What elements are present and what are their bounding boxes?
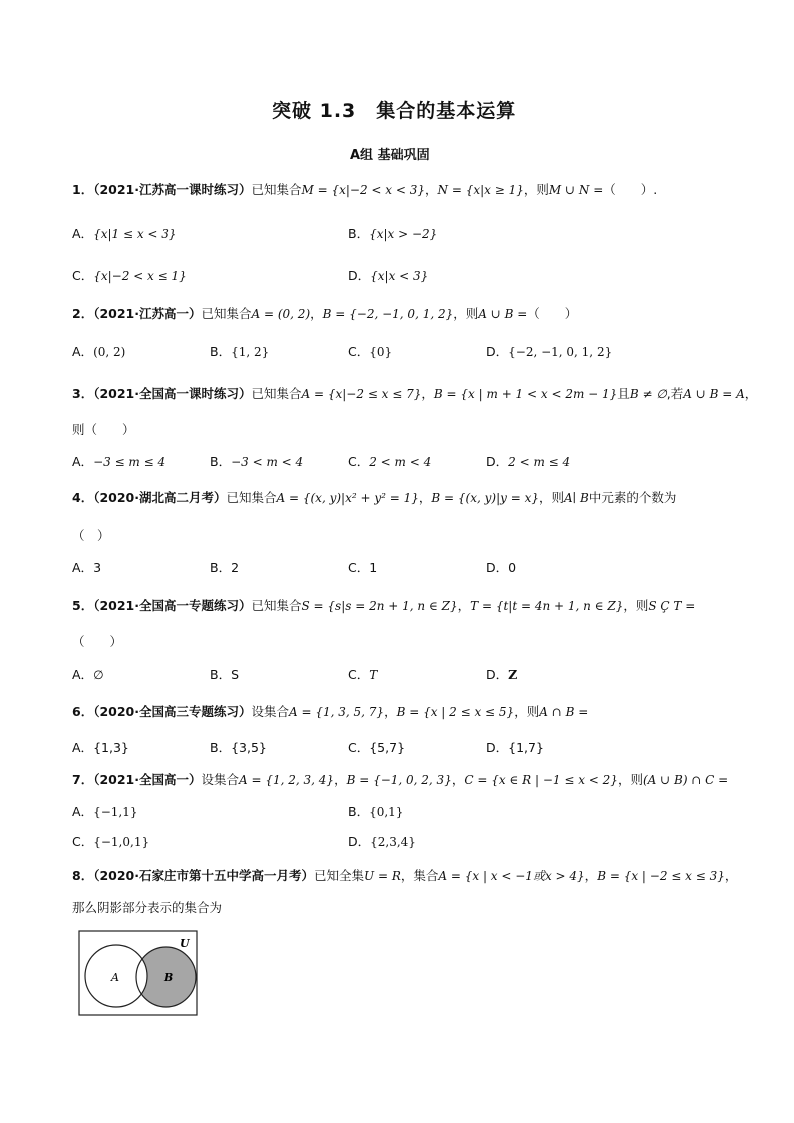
option-b xyxy=(210,738,267,756)
option-value: Z xyxy=(508,667,518,682)
math-expr: A = (0, 2) xyxy=(251,307,311,321)
question-stem: 已知集合 xyxy=(226,490,277,505)
option-letter: D． xyxy=(348,268,371,283)
math-expr: B = {x | −2 ≤ x ≤ 3} xyxy=(597,869,725,883)
option-letter: B． xyxy=(210,667,232,682)
math-expr: C = {x ∈ R | −1 ≤ x < 2} xyxy=(464,773,618,787)
option-value: 2 < m ≤ 4 xyxy=(508,455,571,469)
option-value: {x|x > −2} xyxy=(369,227,438,241)
option-value: {0} xyxy=(369,345,393,359)
question-stem: 设集合 xyxy=(251,704,290,719)
option-letter: C． xyxy=(348,740,370,755)
label-a: A xyxy=(111,971,119,984)
question-number: 1． xyxy=(72,182,94,197)
option-value: {−1,0,1} xyxy=(93,835,150,849)
option-a xyxy=(72,342,125,360)
question-5-line2: （ ） xyxy=(72,634,123,649)
option-value: {2,3,4} xyxy=(370,835,416,849)
math-expr: A = {x|−2 ≤ x ≤ 7} xyxy=(301,387,422,401)
separator: ，集合 xyxy=(400,868,439,883)
question-number: 6． xyxy=(72,704,94,719)
separator: ， xyxy=(451,772,465,787)
option-b xyxy=(348,224,437,242)
question-source: （2020·湖北高二月考） xyxy=(93,490,227,505)
option-value: 2 xyxy=(231,560,240,575)
option-letter: B． xyxy=(348,226,370,241)
stem-mid: ,若 xyxy=(666,386,684,401)
stem-tail: ，则 xyxy=(539,490,565,505)
option-letter: D． xyxy=(486,344,509,359)
option-d xyxy=(348,266,428,284)
option-value: (0, 2) xyxy=(93,345,126,359)
question-source: （2020·全国高三专题练习） xyxy=(93,704,252,719)
option-value: 2 < m < 4 xyxy=(369,455,432,469)
option-letter: A． xyxy=(72,560,94,575)
option-value: ∅ xyxy=(93,668,104,682)
option-c xyxy=(348,558,377,576)
math-expr: A = {(x, y)|x² + y² = 1} xyxy=(276,491,419,505)
option-d xyxy=(486,452,570,470)
option-value: {1, 2} xyxy=(231,345,270,359)
option-b xyxy=(210,558,239,576)
page-title: 突破 1.3 集合的基本运算 xyxy=(272,100,517,122)
question-number: 7． xyxy=(72,772,94,787)
stem-tail: ，则 xyxy=(523,182,549,197)
option-letter: D． xyxy=(486,667,509,682)
option-letter: A． xyxy=(72,740,94,755)
option-b xyxy=(210,665,239,683)
question-stem: 已知集合 xyxy=(251,386,302,401)
option-letter: B． xyxy=(348,804,370,819)
option-value: −3 ≤ m ≤ 4 xyxy=(93,455,166,469)
question-number: 2． xyxy=(72,306,94,321)
option-letter: B． xyxy=(210,740,232,755)
math-expr: U = R xyxy=(364,869,401,883)
option-letter: C． xyxy=(72,834,94,849)
question-number: 5． xyxy=(72,598,94,613)
math-expr: A = {x | x < −1或x > 4} xyxy=(438,869,585,883)
math-expr: A = {1, 2, 3, 4} xyxy=(239,773,335,787)
option-value: {0,1} xyxy=(369,805,404,819)
option-c xyxy=(348,452,431,470)
question-source: （2021·全国高一） xyxy=(93,772,202,787)
option-value: T xyxy=(369,668,378,682)
question-source: （2020·石家庄市第十五中学高一月考） xyxy=(93,868,314,883)
separator: ， xyxy=(334,772,347,787)
option-c xyxy=(72,832,149,850)
math-expr: A = {1, 3, 5, 7} xyxy=(289,705,385,719)
option-letter: B． xyxy=(210,560,232,575)
separator: ， xyxy=(418,490,432,505)
option-a xyxy=(72,452,165,470)
stem-end: 中元素的个数为 xyxy=(588,490,677,505)
option-value: {1,3} xyxy=(93,740,129,755)
question-stem: 已知集合 xyxy=(251,182,302,197)
option-letter: A． xyxy=(72,344,94,359)
option-letter: C． xyxy=(348,454,370,469)
option-b xyxy=(348,802,403,820)
option-value: {x|x < 3} xyxy=(370,269,429,283)
option-letter: C． xyxy=(348,667,370,682)
option-value: {−1,1} xyxy=(93,805,138,819)
stem-tail: ，则 xyxy=(623,598,649,613)
stem-tail: ，则 xyxy=(514,704,540,719)
stem-tail: ，则 xyxy=(617,772,643,787)
option-letter: B． xyxy=(210,454,232,469)
question-6 xyxy=(72,702,588,720)
question-number: 4． xyxy=(72,490,94,505)
option-value: S xyxy=(231,667,240,682)
math-expr: A ∪ B = A xyxy=(683,387,745,401)
math-expr: (A ∪ B) ∩ C = xyxy=(642,773,729,787)
math-expr: M = {x|−2 < x < 3} xyxy=(301,183,426,197)
option-a xyxy=(72,738,129,756)
option-d xyxy=(486,738,544,756)
option-letter: A． xyxy=(72,804,94,819)
separator: ， xyxy=(421,386,434,401)
stem-tail: 且 xyxy=(617,386,630,401)
option-letter: A． xyxy=(72,226,94,241)
option-letter: B． xyxy=(210,344,232,359)
label-b: B xyxy=(164,971,174,984)
math-expr: B ≠ ∅ xyxy=(629,387,667,401)
question-3 xyxy=(72,384,757,402)
question-stem: 已知集合 xyxy=(201,306,252,321)
question-1 xyxy=(72,180,657,198)
math-expr: B = {x | m + 1 < x < 2m − 1} xyxy=(433,387,618,401)
option-letter: A． xyxy=(72,667,94,682)
option-a xyxy=(72,558,101,576)
question-5 xyxy=(72,596,695,614)
option-b xyxy=(210,342,269,360)
separator: ， xyxy=(457,598,471,613)
option-d xyxy=(486,558,516,576)
math-expr: B = {(x, y)|y = x} xyxy=(431,491,539,505)
question-number: 8． xyxy=(72,868,94,883)
question-source: （2021·江苏高一课时练习） xyxy=(93,182,252,197)
math-expr: B = {x | 2 ≤ x ≤ 5} xyxy=(396,705,515,719)
stem-end: （ ）. xyxy=(603,182,658,197)
math-expr: A ∪ B = xyxy=(478,307,528,321)
group-heading: A组 基础巩固 xyxy=(350,148,430,163)
stem-end: ， xyxy=(744,386,758,401)
option-letter: D． xyxy=(486,560,509,575)
option-d xyxy=(348,832,416,850)
math-expr: N = {x|x ≥ 1} xyxy=(437,183,524,197)
math-expr: S = {s|s = 2n + 1, n ∈ Z} xyxy=(301,599,458,613)
option-value: 3 xyxy=(93,560,102,575)
question-source: （2021·江苏高一） xyxy=(93,306,202,321)
option-letter: C． xyxy=(348,344,370,359)
question-stem: 已知集合 xyxy=(251,598,302,613)
option-letter: D． xyxy=(348,834,371,849)
question-stem: 已知全集 xyxy=(314,868,365,883)
stem-end: ， xyxy=(724,868,738,883)
math-expr: A∣ B xyxy=(564,491,589,505)
math-expr: A ∩ B = xyxy=(539,705,589,719)
math-expr: B = {−2, −1, 0, 1, 2} xyxy=(322,307,454,321)
stem-tail: ，则 xyxy=(453,306,479,321)
option-letter: D． xyxy=(486,740,509,755)
option-a xyxy=(72,224,177,242)
question-number: 3． xyxy=(72,386,94,401)
option-letter: C． xyxy=(72,268,94,283)
option-value: 0 xyxy=(508,560,517,575)
option-value: {x|1 ≤ x < 3} xyxy=(93,227,177,241)
option-value: {5,7} xyxy=(369,740,406,755)
option-d xyxy=(486,342,612,360)
option-c xyxy=(348,342,392,360)
question-3-line2: 则（ ） xyxy=(72,422,135,437)
separator: ， xyxy=(425,182,438,197)
label-u: U xyxy=(180,937,190,950)
question-4 xyxy=(72,488,676,506)
question-8 xyxy=(72,866,737,884)
option-a xyxy=(72,802,137,820)
question-2 xyxy=(72,304,577,322)
option-value: −3 < m < 4 xyxy=(231,455,304,469)
option-letter: C． xyxy=(348,560,370,575)
stem-end: （ ） xyxy=(527,306,578,321)
math-expr: M ∪ N = xyxy=(548,183,604,197)
option-letter: A． xyxy=(72,454,94,469)
question-source: （2021·全国高一课时练习） xyxy=(93,386,252,401)
option-c xyxy=(348,665,377,683)
option-value: {1,7} xyxy=(508,740,544,755)
venn-diagram xyxy=(78,930,198,1016)
separator: ， xyxy=(384,704,397,719)
option-value: 1 xyxy=(369,560,378,575)
math-expr: T = {t|t = 4n + 1, n ∈ Z} xyxy=(470,599,624,613)
question-4-line2: （ ） xyxy=(72,528,110,543)
option-c xyxy=(348,738,405,756)
question-stem: 设集合 xyxy=(201,772,240,787)
option-value: {−2, −1, 0, 1, 2} xyxy=(508,345,613,359)
option-value: {x|−2 < x ≤ 1} xyxy=(93,269,187,283)
option-a xyxy=(72,665,104,683)
question-8-line2: 那么阴影部分表示的集合为 xyxy=(72,900,223,915)
question-7 xyxy=(72,770,728,788)
math-expr: S Ç T = xyxy=(648,599,696,613)
math-expr: B = {−1, 0, 2, 3} xyxy=(346,773,452,787)
separator: ， xyxy=(584,868,598,883)
question-source: （2021·全国高一专题练习） xyxy=(93,598,252,613)
option-value: {3,5} xyxy=(231,740,267,755)
separator: ， xyxy=(310,306,323,321)
option-c xyxy=(72,266,187,284)
option-d xyxy=(486,665,517,683)
option-letter: D． xyxy=(486,454,509,469)
option-b xyxy=(210,452,303,470)
